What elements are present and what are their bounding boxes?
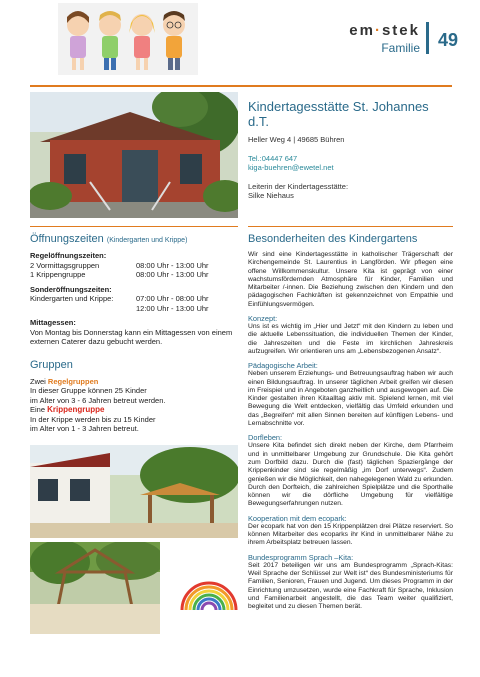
kita-title: Kindertagesstätte St. Johannes d.T.: [248, 99, 429, 129]
brand-subtitle: Familie: [381, 41, 420, 55]
email-link[interactable]: kiga-buehren@ewetel.net: [248, 163, 334, 172]
program-heading: Bundesprogramm Sprach –Kita:: [248, 552, 354, 562]
right-divider: [248, 226, 453, 227]
groups-heading: Gruppen: [30, 358, 73, 371]
program-text: Seit 2017 beteiligen wir uns am Bundesprogramm „Sprach-Kitas: Weil Sprache der Schlüssel zur Welt ist“ des Bundesministeriums für Familien, Senioren, Frauen und Jugend. Um dieses Programm in der Einrichtung umzusetzen, wurde eine Fachkraft für Sprache, Inklusion und Familienarbeit angestellt, die das Team weiter qualifiziert, begleitet und zu diesen Themen berät.: [248, 561, 453, 611]
lunch-text: Von Montag bis Donnerstag kann ein Mittagessen von einem externen Caterer dazu gebucht werden.: [30, 327, 233, 346]
regular-hours-label: Regelöffnungszeiten:: [30, 251, 107, 260]
top-divider: [30, 85, 452, 87]
page-header: [0, 0, 480, 80]
lunch-label: Mittagessen:: [30, 318, 76, 327]
pedagogy-text: Neben unserem Erziehungs- und Betreuungsauftrag haben wir auch einen Bildungsauftrag. In unserer täglichen Arbeit greifen wir diesen im Freispiel und in Angeboten ganzheitlich und ausgewogen auf. Die Kinder gestalten ihren Kitaalltag aktiv mit. Spielend lernen, mit viel Bewegung die Welt entdecken, vielfältig das Umfeld erkunden und das „Begreifen“ mit allen Sinnen bereiten auf künftigen Lebens- und Lernabschnitte vor.: [248, 370, 453, 428]
header-divider: [426, 22, 429, 54]
leader-label: Leiterin der Kindertagesstätte:: [248, 181, 349, 191]
playground-photo: [30, 445, 238, 538]
rainbow-graphic: [178, 572, 240, 612]
sandbox-photo: [30, 542, 160, 634]
hours-row: Kindergarten und Krippe: 07:00 Uhr - 08:00 Uhr: [30, 294, 209, 303]
ecopark-heading: Kooperation mit dem ecopark:: [248, 513, 347, 523]
concept-heading: Konzept:: [248, 314, 278, 324]
crib-group-text: im Alter von 1 - 3 Jahren betreut.: [30, 424, 139, 433]
hours-row: 1 Krippengruppe 08:00 Uhr - 13:00 Uhr: [30, 270, 209, 279]
kindergarten-building-photo: [30, 92, 238, 218]
concept-text: Uns ist es wichtig im „Hier und Jetzt“ mit den Kindern zu leben und die aktuelle Lebenssituation, die individuellen Themen der Kinder, die Jahreszeiten und die Feste im kirchlichen Jahreskreis aufzugreifen. Wir orientieren uns am „Lebensbezogenen Ansatz“.: [248, 323, 453, 355]
address: Heller Weg 4 | 49685 Bühren: [248, 135, 345, 144]
hours-heading: Öffnungszeiten (Kindergarten und Krippe): [30, 233, 188, 245]
crib-group-label: Eine Krippengruppe: [30, 405, 105, 414]
contact-info: [248, 99, 453, 201]
hours-row: 12:00 Uhr - 13:00 Uhr: [136, 303, 209, 313]
leader-name: Silke Niehaus: [248, 191, 294, 200]
right-column: [248, 233, 453, 611]
village-text: Unsere Kita befindet sich direkt neben der Kirche, dem Pfarrheim und in unmittelbarer Umgebung zur Grundschule. Die Kita gehört zum Dorfbild dazu. Durch die (fast) täglichen Spaziergänge der Krippenkinder sind sie regelmäßig „im Dorf unterwegs“. Zudem genießen wir die Möglichkeit, den nahegelegenen Wald zu erkunden. Durch den Dorfteich, die zahlreichen Spielplätze und die Sporthalle können wir die dörfliche Umgebung für vielfältige Bewegungserfahrungen nutzen.: [248, 442, 453, 508]
regular-groups-label: Zwei Regelgruppen: [30, 376, 99, 386]
hours-row: 2 Vormittagsgruppen 08:00 Uhr - 13:00 Uhr: [30, 260, 209, 270]
crib-group-text: In der Krippe werden bis zu 15 Kinder: [30, 414, 156, 424]
phone[interactable]: Tel.:04447 647: [248, 153, 298, 163]
intro-text: Wir sind eine Kindertagesstätte in katholischer Trägerschaft der Kirchengemeinde St. Laurentius in Langförden. Wir pflegen eine offene Willkommenskultur. Unsere Kita ist geprägt von einer wachstumsfördernden Atmosphäre für Kinder, Familien und Mitarbeiter /-innen. Die Beziehung zwischen den Kindern und den pädagogischen Fachkräften ist gekennzeichnet von Empathie und Einfühlungsvermögen.: [248, 251, 453, 308]
brand-block: [349, 22, 420, 55]
ecopark-text: Der ecopark hat von den 15 Krippenplätzen drei Plätze reserviert. So können Mitarbeiter des ecoparks ihr Kind in unmittelbarer Nähe zu ihrem Arbeitsplatz betreuen lassen.: [248, 522, 453, 547]
village-heading: Dorfleben:: [248, 433, 283, 443]
pedagogy-heading: Pädagogische Arbeit:: [248, 361, 318, 371]
brand-logo: em·stek: [349, 22, 420, 39]
special-hours-label: Sonderöffnungszeiten:: [30, 284, 112, 294]
left-column: [30, 233, 238, 434]
regular-groups-text: im Alter von 3 - 6 Jahren betreut werden.: [30, 395, 166, 405]
regular-groups-text: In dieser Gruppe können 25 Kinder: [30, 386, 147, 395]
children-illustration: [58, 3, 198, 75]
page-number: 49: [438, 30, 459, 50]
left-divider: [30, 226, 238, 227]
features-heading: Besonderheiten des Kindergartens: [248, 233, 418, 245]
